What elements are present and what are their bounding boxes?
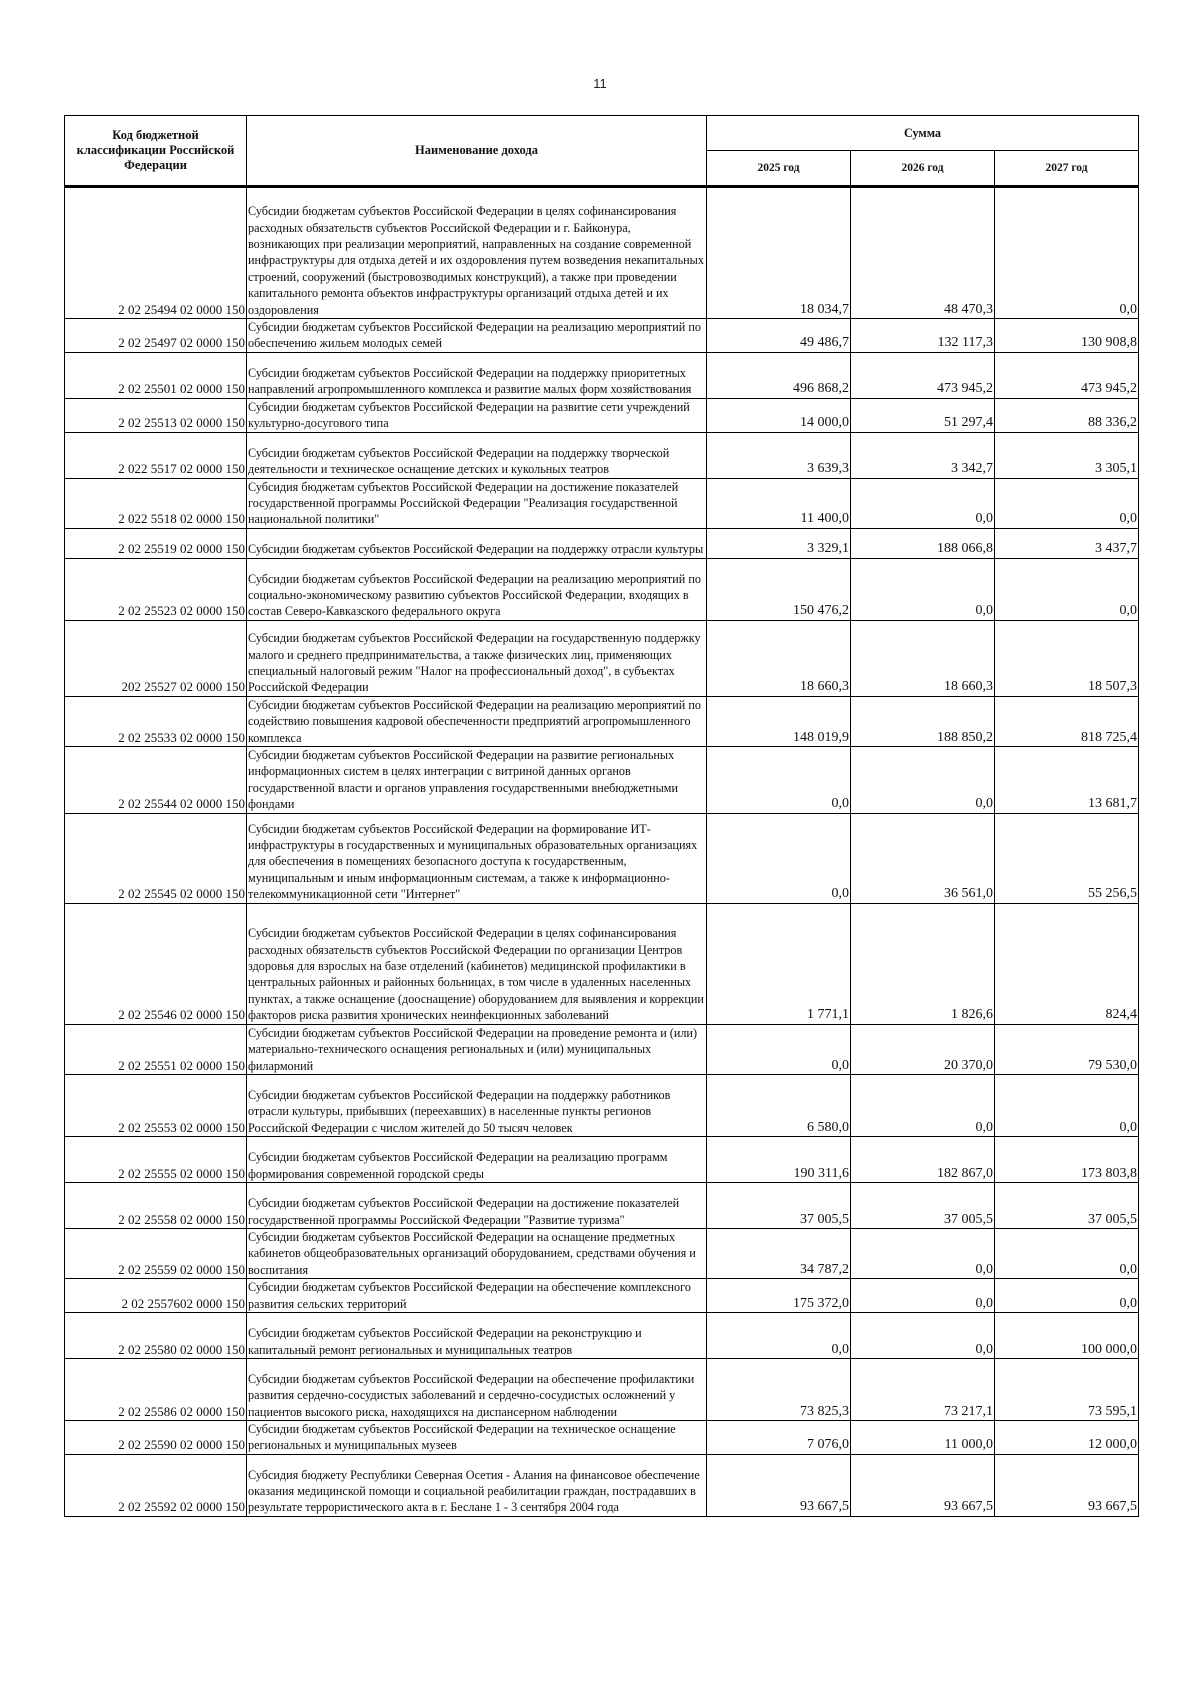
row-code: 2 02 25580 02 0000 150 <box>65 1312 247 1358</box>
row-amount-2025: 18 034,7 <box>707 187 851 319</box>
row-name: Субсидии бюджетам субъектов Российской Федерации на обеспечение профилактики развития сердечно-сосудистых заболеваний и сердечно-сосудистых осложнений у пациентов высокого риска, находящихся на диспансерном наблюдении <box>247 1358 707 1420</box>
row-amount-2027: 818 725,4 <box>995 696 1139 746</box>
row-amount-2026: 36 561,0 <box>851 813 995 903</box>
row-name: Субсидии бюджетам субъектов Российской Федерации в целях софинансирования расходных обязательств субъектов Российской Федерации по организации Центров здоровья для взрослых на базе отделений (кабинетов) медицинской профилактики в центральных районных и районных больницах, в том числе в удаленных населенных пунктах, а также оснащение (дооснащение) оборудованием для выявления и коррекции факторов риска развития хронических неинфекционных заболеваний <box>247 903 707 1024</box>
row-name: Субсидии бюджетам субъектов Российской Федерации на поддержку работников отрасли культуры, прибывших (переехавших) в населенные пункты регионов Российской Федерации с числом жителей до 50 тысяч человек <box>247 1074 707 1136</box>
row-name: Субсидии бюджетам субъектов Российской Федерации на оснащение предметных кабинетов общеобразовательных организаций оборудованием, средствами обучения и воспитания <box>247 1228 707 1278</box>
row-amount-2026: 0,0 <box>851 558 995 620</box>
row-code: 2 02 25586 02 0000 150 <box>65 1358 247 1420</box>
row-name: Субсидии бюджетам субъектов Российской Федерации на поддержку отрасли культуры <box>247 528 707 558</box>
row-amount-2025: 11 400,0 <box>707 478 851 528</box>
row-name: Субсидии бюджетам субъектов Российской Федерации на реализацию мероприятий по содействию повышения кадровой обеспеченности предприятий агропромышленного комплекса <box>247 696 707 746</box>
row-code: 2 02 25533 02 0000 150 <box>65 696 247 746</box>
table-row <box>65 1358 1139 1420</box>
row-code: 2 02 25519 02 0000 150 <box>65 528 247 558</box>
header-year-2026: 2026 год <box>851 151 995 187</box>
row-amount-2027: 130 908,8 <box>995 319 1139 353</box>
row-name: Субсидии бюджетам субъектов Российской Федерации на проведение ремонта и (или) материально-технического оснащения региональных и (или) муниципальных филармоний <box>247 1024 707 1074</box>
row-name: Субсидии бюджетам субъектов Российской Федерации в целях софинансирования расходных обязательств субъектов Российской Федерации и г. Байконура, возникающих при реализации мероприятий, направленных на создание современной инфраструктуры для отдыха детей и их оздоровления путем возведения некапитальных строений, сооружений (быстровозводимых конструкций), а также при проведении капитального ремонта объектов инфраструктуры организаций отдыха детей и их оздоровления <box>247 187 707 319</box>
table-body <box>65 187 1139 1517</box>
row-amount-2026: 0,0 <box>851 1074 995 1136</box>
row-name: Субсидии бюджетам субъектов Российской Федерации на государственную поддержку малого и среднего предпринимательства, а также физических лиц, применяющих специальный налоговый режим "Налог на профессиональный доход", в субъектах Российской Федерации <box>247 620 707 696</box>
row-amount-2025: 3 329,1 <box>707 528 851 558</box>
row-amount-2025: 190 311,6 <box>707 1136 851 1182</box>
row-amount-2027: 0,0 <box>995 478 1139 528</box>
table-row <box>65 696 1139 746</box>
row-amount-2027: 173 803,8 <box>995 1136 1139 1182</box>
row-amount-2025: 14 000,0 <box>707 398 851 432</box>
row-amount-2027: 3 437,7 <box>995 528 1139 558</box>
row-amount-2027: 73 595,1 <box>995 1358 1139 1420</box>
row-amount-2026: 51 297,4 <box>851 398 995 432</box>
row-amount-2025: 7 076,0 <box>707 1420 851 1454</box>
header-year-2025: 2025 год <box>707 151 851 187</box>
row-amount-2027: 18 507,3 <box>995 620 1139 696</box>
row-name: Субсидии бюджетам субъектов Российской Федерации на реализацию программ формирования современной городской среды <box>247 1136 707 1182</box>
row-amount-2027: 55 256,5 <box>995 813 1139 903</box>
table-row <box>65 747 1139 814</box>
row-amount-2025: 0,0 <box>707 1312 851 1358</box>
table-row <box>65 903 1139 1024</box>
row-amount-2025: 73 825,3 <box>707 1358 851 1420</box>
row-amount-2026: 0,0 <box>851 747 995 814</box>
row-amount-2027: 824,4 <box>995 903 1139 1024</box>
row-code: 2 02 25559 02 0000 150 <box>65 1228 247 1278</box>
row-code: 2 02 2557602 0000 150 <box>65 1279 247 1313</box>
table-row <box>65 558 1139 620</box>
row-amount-2026: 182 867,0 <box>851 1136 995 1182</box>
row-amount-2026: 188 066,8 <box>851 528 995 558</box>
row-amount-2025: 496 868,2 <box>707 352 851 398</box>
row-amount-2027: 0,0 <box>995 558 1139 620</box>
row-amount-2026: 132 117,3 <box>851 319 995 353</box>
row-amount-2025: 1 771,1 <box>707 903 851 1024</box>
table-row <box>65 813 1139 903</box>
row-amount-2026: 93 667,5 <box>851 1454 995 1516</box>
row-amount-2026: 3 342,7 <box>851 432 995 478</box>
row-amount-2026: 0,0 <box>851 478 995 528</box>
row-amount-2027: 12 000,0 <box>995 1420 1139 1454</box>
row-name: Субсидии бюджетам субъектов Российской Федерации на поддержку приоритетных направлений агропромышленного комплекса и развитие малых форм хозяйствования <box>247 352 707 398</box>
row-name: Субсидии бюджетам субъектов Российской Федерации на обеспечение комплексного развития сельских территорий <box>247 1279 707 1313</box>
table-row <box>65 1182 1139 1228</box>
table-header <box>65 116 1139 187</box>
row-amount-2027: 13 681,7 <box>995 747 1139 814</box>
row-amount-2025: 3 639,3 <box>707 432 851 478</box>
row-amount-2027: 100 000,0 <box>995 1312 1139 1358</box>
row-code: 2 02 25545 02 0000 150 <box>65 813 247 903</box>
row-amount-2026: 1 826,6 <box>851 903 995 1024</box>
row-code: 2 022 5518 02 0000 150 <box>65 478 247 528</box>
row-amount-2025: 0,0 <box>707 1024 851 1074</box>
row-name: Субсидии бюджетам субъектов Российской Федерации на поддержку творческой деятельности и техническое оснащение детских и кукольных театров <box>247 432 707 478</box>
row-code: 2 02 25497 02 0000 150 <box>65 319 247 353</box>
row-amount-2026: 20 370,0 <box>851 1024 995 1074</box>
table-row <box>65 528 1139 558</box>
row-amount-2027: 0,0 <box>995 187 1139 319</box>
table-row <box>65 620 1139 696</box>
row-amount-2026: 11 000,0 <box>851 1420 995 1454</box>
row-amount-2027: 0,0 <box>995 1228 1139 1278</box>
row-amount-2026: 0,0 <box>851 1312 995 1358</box>
row-amount-2025: 34 787,2 <box>707 1228 851 1278</box>
row-amount-2027: 3 305,1 <box>995 432 1139 478</box>
row-amount-2027: 93 667,5 <box>995 1454 1139 1516</box>
row-amount-2026: 73 217,1 <box>851 1358 995 1420</box>
table-row <box>65 432 1139 478</box>
table-row <box>65 1136 1139 1182</box>
row-amount-2026: 0,0 <box>851 1228 995 1278</box>
row-amount-2027: 473 945,2 <box>995 352 1139 398</box>
row-amount-2026: 0,0 <box>851 1279 995 1313</box>
row-name: Субсидии бюджетам субъектов Российской Федерации на развитие сети учреждений культурно-досугового типа <box>247 398 707 432</box>
row-code: 2 02 25592 02 0000 150 <box>65 1454 247 1516</box>
row-code: 2 022 5517 02 0000 150 <box>65 432 247 478</box>
header-code: Код бюджетной классификации Российской Федерации <box>65 116 247 187</box>
row-code: 2 02 25590 02 0000 150 <box>65 1420 247 1454</box>
row-amount-2027: 0,0 <box>995 1074 1139 1136</box>
table-row <box>65 352 1139 398</box>
row-amount-2025: 49 486,7 <box>707 319 851 353</box>
row-name: Субсидии бюджетам субъектов Российской Федерации на реализацию мероприятий по обеспечению жильем молодых семей <box>247 319 707 353</box>
row-amount-2027: 37 005,5 <box>995 1182 1139 1228</box>
row-amount-2025: 0,0 <box>707 747 851 814</box>
table-row <box>65 1312 1139 1358</box>
row-code: 2 02 25551 02 0000 150 <box>65 1024 247 1074</box>
table-row <box>65 478 1139 528</box>
row-amount-2025: 0,0 <box>707 813 851 903</box>
row-name: Субсидии бюджетам субъектов Российской Федерации на реконструкцию и капитальный ремонт региональных и муниципальных театров <box>247 1312 707 1358</box>
row-name: Субсидия бюджету Республики Северная Осетия - Алания на финансовое обеспечение оказания медицинской помощи и социальной реабилитации граждан, пострадавших в результате террористического акта в г. Беслане 1 - 3 сентября 2004 года <box>247 1454 707 1516</box>
row-name: Субсидии бюджетам субъектов Российской Федерации на реализацию мероприятий по социально-экономическому развитию субъектов Российской Федерации, входящих в состав Северо-Кавказского федерального округа <box>247 558 707 620</box>
table-row <box>65 1024 1139 1074</box>
row-amount-2025: 148 019,9 <box>707 696 851 746</box>
row-code: 2 02 25494 02 0000 150 <box>65 187 247 319</box>
row-amount-2025: 175 372,0 <box>707 1279 851 1313</box>
row-code: 202 25527 02 0000 150 <box>65 620 247 696</box>
row-name: Субсидии бюджетам субъектов Российской Федерации на техническое оснащение региональных и муниципальных музеев <box>247 1420 707 1454</box>
table-row <box>65 1454 1139 1516</box>
table-row <box>65 319 1139 353</box>
row-code: 2 02 25558 02 0000 150 <box>65 1182 247 1228</box>
row-amount-2027: 0,0 <box>995 1279 1139 1313</box>
row-code: 2 02 25555 02 0000 150 <box>65 1136 247 1182</box>
row-code: 2 02 25553 02 0000 150 <box>65 1074 247 1136</box>
table-row <box>65 398 1139 432</box>
header-sum: Сумма <box>707 116 1139 151</box>
page-number: 11 <box>593 76 607 91</box>
row-name: Субсидия бюджетам субъектов Российской Федерации на достижение показателей государственной программы Российской Федерации "Реализация государственной национальной политики" <box>247 478 707 528</box>
row-amount-2025: 6 580,0 <box>707 1074 851 1136</box>
row-amount-2026: 48 470,3 <box>851 187 995 319</box>
table-row <box>65 1074 1139 1136</box>
row-name: Субсидии бюджетам субъектов Российской Федерации на развитие региональных информационных систем в целях интеграции с витриной данных органов государственной власти и органов управления государственными внебюджетными фондами <box>247 747 707 814</box>
row-amount-2025: 150 476,2 <box>707 558 851 620</box>
row-name: Субсидии бюджетам субъектов Российской Федерации на формирование ИТ-инфраструктуры в государственных и муниципальных образовательных организациях для обеспечения в помещениях безопасного доступа к государственным, муниципальным и иным информационным системам, а также к информационно-телекоммуникационной сети "Интернет" <box>247 813 707 903</box>
row-code: 2 02 25501 02 0000 150 <box>65 352 247 398</box>
row-code: 2 02 25546 02 0000 150 <box>65 903 247 1024</box>
table-row <box>65 1279 1139 1313</box>
row-amount-2026: 473 945,2 <box>851 352 995 398</box>
row-code: 2 02 25523 02 0000 150 <box>65 558 247 620</box>
header-name: Наименование дохода <box>247 116 707 187</box>
row-name: Субсидии бюджетам субъектов Российской Федерации на достижение показателей государственной программы Российской Федерации "Развитие туризма" <box>247 1182 707 1228</box>
row-amount-2026: 18 660,3 <box>851 620 995 696</box>
table-row <box>65 1420 1139 1454</box>
row-amount-2025: 37 005,5 <box>707 1182 851 1228</box>
table-row <box>65 187 1139 319</box>
header-year-2027: 2027 год <box>995 151 1139 187</box>
row-amount-2027: 88 336,2 <box>995 398 1139 432</box>
row-code: 2 02 25513 02 0000 150 <box>65 398 247 432</box>
row-amount-2027: 79 530,0 <box>995 1024 1139 1074</box>
row-code: 2 02 25544 02 0000 150 <box>65 747 247 814</box>
row-amount-2025: 18 660,3 <box>707 620 851 696</box>
row-amount-2025: 93 667,5 <box>707 1454 851 1516</box>
budget-income-table <box>64 115 1139 1517</box>
row-amount-2026: 188 850,2 <box>851 696 995 746</box>
table-row <box>65 1228 1139 1278</box>
row-amount-2026: 37 005,5 <box>851 1182 995 1228</box>
